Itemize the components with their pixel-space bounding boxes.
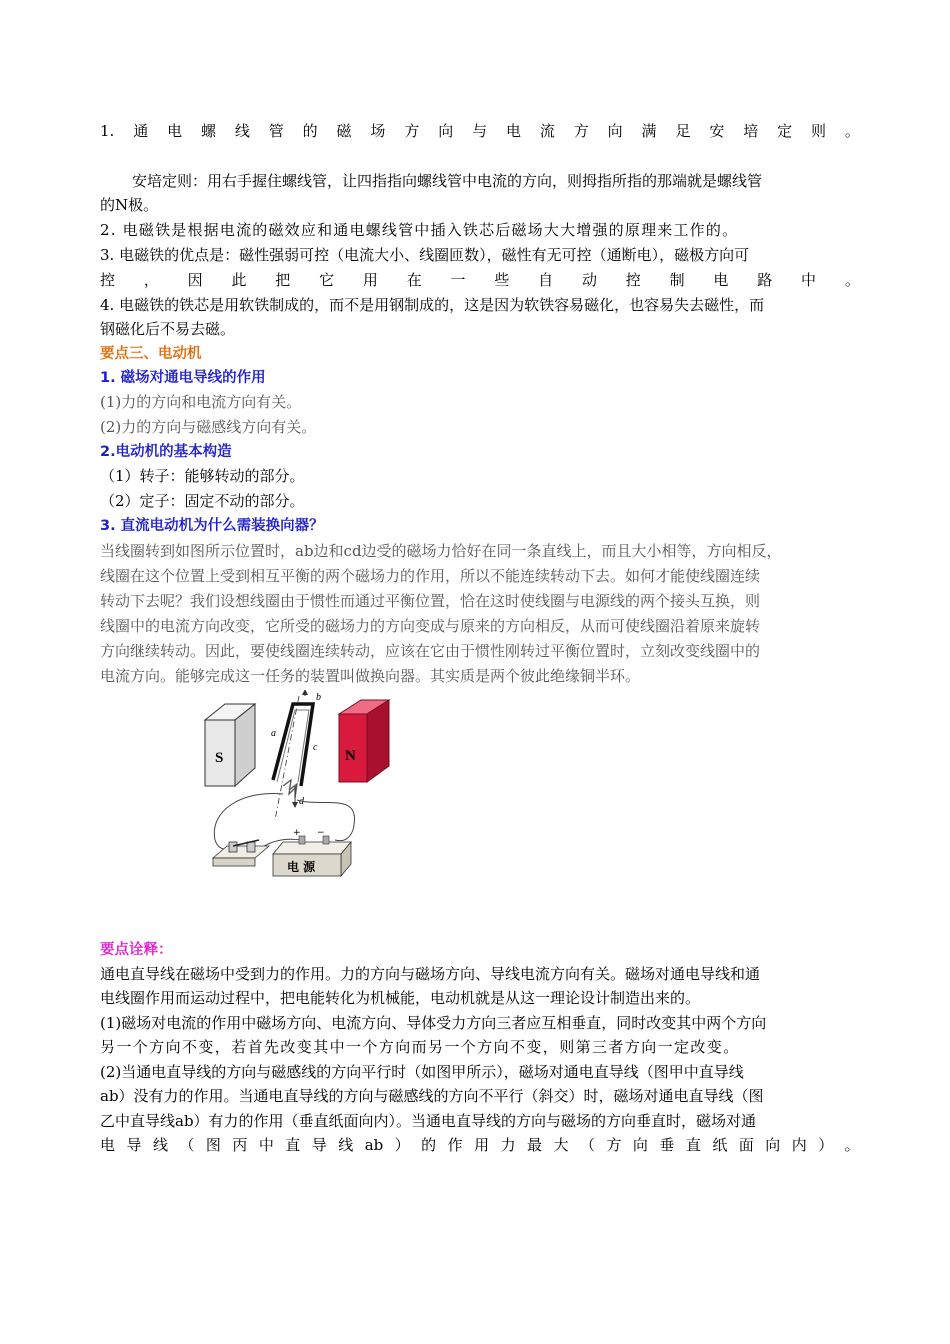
power-source-label: 电 源 bbox=[287, 860, 316, 874]
justified-glyph: 线 bbox=[338, 1136, 354, 1154]
justified-glyph: 磁 bbox=[336, 122, 352, 140]
justified-glyph: 管 bbox=[268, 122, 284, 140]
commutator-line: 线圈在这个位置上受到相互平衡的两个磁场力的作用，所以不能连续转动下去。如何才能使线圈连续 bbox=[100, 567, 761, 585]
s-label: S bbox=[215, 750, 224, 766]
notes-line: 通电直导线在磁场中受到力的作用。力的方向与磁场方向、导线电流方向有关。磁场对通电导线和通 bbox=[100, 965, 761, 983]
justified-glyph: ab bbox=[364, 1136, 384, 1154]
justified-glyph: 用 bbox=[362, 271, 378, 289]
justified-glyph: 控 bbox=[100, 271, 116, 289]
commutator-line: 方向继续转动。因此，要使线圈连续转动，应该在它由于惯性刚转过平衡位置时，立刻改变线圈中的 bbox=[100, 642, 761, 660]
notes-line: 乙中直导线ab）有力的作用（垂直纸面向内）。当通电直导线的方向与磁场的方向垂直时，磁场对通 bbox=[100, 1112, 757, 1130]
item-1-2: (2)力的方向与磁感线方向有关。 bbox=[100, 418, 317, 436]
notes-title: 要点诠释： bbox=[100, 942, 173, 958]
justified-glyph: 线 bbox=[234, 122, 250, 140]
justified-glyph: 满 bbox=[641, 122, 657, 140]
subheading-3: 3. 直流电动机为什么需装换向器？ bbox=[100, 518, 324, 534]
justified-glyph: 向 bbox=[632, 1136, 648, 1154]
n-magnet bbox=[339, 700, 389, 782]
justified-glyph: 大 bbox=[553, 1136, 569, 1154]
notes-line: 另一个方向不变，若首先改变其中一个方向而另一个方向不变，则第三者方向一定改变。 bbox=[100, 1038, 740, 1056]
justified-glyph: 制 bbox=[669, 271, 685, 289]
justified-glyph: 足 bbox=[675, 122, 691, 140]
justified-glyph: 内 bbox=[791, 1136, 807, 1154]
justified-glyph: ， bbox=[143, 271, 159, 289]
justified-glyph: 自 bbox=[538, 271, 554, 289]
justified-glyph: 向 bbox=[438, 122, 454, 140]
justified-glyph: 则 bbox=[811, 122, 827, 140]
point-3-line: 3. 电磁铁的优点是：磁性强弱可控（电流大小、线圈匝数），磁性有无可控（通断电），磁极方向可 bbox=[100, 246, 750, 264]
justified-glyph: 路 bbox=[757, 271, 773, 289]
point-3-cont bbox=[100, 268, 860, 292]
justified-glyph: 直 bbox=[685, 1136, 701, 1154]
item-2-2: （2）定子：固定不动的部分。 bbox=[100, 492, 305, 510]
justified-glyph: 与 bbox=[472, 122, 488, 140]
justified-glyph: 最 bbox=[527, 1136, 543, 1154]
justified-glyph: 动 bbox=[581, 271, 597, 289]
ampere-rule-cont: 的N极。 bbox=[100, 196, 159, 214]
justified-glyph: 向 bbox=[765, 1136, 781, 1154]
justified-glyph: 此 bbox=[231, 271, 247, 289]
justified-glyph: 图 bbox=[205, 1136, 221, 1154]
justified-glyph: （ bbox=[179, 1136, 195, 1154]
label-c: c bbox=[313, 742, 318, 753]
justified-glyph: 场 bbox=[370, 122, 386, 140]
motor-diagram bbox=[203, 690, 393, 880]
justified-glyph: 丙 bbox=[232, 1136, 248, 1154]
justified-glyph: 的 bbox=[421, 1136, 437, 1154]
point-4-cont: 钢磁化后不易去磁。 bbox=[100, 320, 236, 338]
justified-glyph: 直 bbox=[285, 1136, 301, 1154]
justified-glyph: ） bbox=[818, 1136, 834, 1154]
notes-line bbox=[100, 1133, 860, 1157]
justified-glyph: 。 bbox=[844, 271, 860, 289]
justified-glyph: 面 bbox=[738, 1136, 754, 1154]
commutator-line: 当线圈转到如图所示位置时，ab边和cd边受的磁场力恰好在同一条直线上，而且大小相等，方向相反， bbox=[100, 542, 782, 560]
justified-glyph: 一 bbox=[450, 271, 466, 289]
subheading-1: 1. 磁场对通电导线的作用 bbox=[100, 370, 266, 386]
justified-glyph: 安 bbox=[709, 122, 725, 140]
justified-glyph: 的 bbox=[302, 122, 318, 140]
justified-glyph: 把 bbox=[275, 271, 291, 289]
justified-glyph: 些 bbox=[494, 271, 510, 289]
justified-glyph: 导 bbox=[311, 1136, 327, 1154]
label-a: a bbox=[271, 728, 276, 739]
commutator-line: 线圈中的电流方向改变，它所受的磁场力的方向变成与原来的方向相反，从而可使线圈沿着原来旋转 bbox=[100, 617, 761, 635]
s-magnet bbox=[205, 704, 255, 786]
minus-sign: − bbox=[317, 828, 325, 838]
justified-glyph: 培 bbox=[743, 122, 759, 140]
notes-line: 电线圈作用而运动过程中，把电能转化为机械能，电动机就是从这一理论设计制造出来的。 bbox=[100, 989, 701, 1007]
justified-glyph: 方 bbox=[573, 122, 589, 140]
n-label: N bbox=[345, 748, 356, 764]
notes-line: (1)磁场对电流的作用中磁场方向、电流方向、导体受力方向三者应互相垂直，同时改变其中两个方向 bbox=[100, 1014, 767, 1032]
justified-glyph: 定 bbox=[777, 122, 793, 140]
justified-glyph: 因 bbox=[187, 271, 203, 289]
justified-glyph: 纸 bbox=[712, 1136, 728, 1154]
justified-glyph: 电 bbox=[713, 271, 729, 289]
justified-glyph: 控 bbox=[625, 271, 641, 289]
justified-glyph: 通 bbox=[133, 122, 149, 140]
item-1-1: (1)力的方向和电流方向有关。 bbox=[100, 393, 302, 411]
subheading-2: 2.电动机的基本构造 bbox=[100, 444, 232, 460]
wire-right bbox=[297, 800, 355, 841]
justified-glyph: 力 bbox=[500, 1136, 516, 1154]
switch bbox=[213, 840, 269, 866]
justified-glyph: 方 bbox=[404, 122, 420, 140]
justified-glyph: 流 bbox=[539, 122, 555, 140]
justified-glyph: 线 bbox=[152, 1136, 168, 1154]
justified-glyph: ） bbox=[394, 1136, 410, 1154]
section-3-title: 要点三、电动机 bbox=[100, 346, 202, 362]
point-2-line: 2. 电磁铁是根据电流的磁效应和通电螺线管中插入铁芯后磁场大大增强的原理来工作的。 bbox=[100, 221, 739, 239]
power-source bbox=[273, 828, 351, 876]
point-4-line: 4. 电磁铁的铁芯是用软铁制成的，而不是用钢制成的，这是因为软铁容易磁化，也容易失去磁性，而 bbox=[100, 296, 765, 314]
justified-glyph: 螺 bbox=[200, 122, 216, 140]
justified-glyph: 中 bbox=[801, 271, 817, 289]
justified-glyph: 它 bbox=[319, 271, 335, 289]
justified-glyph: 方 bbox=[606, 1136, 622, 1154]
justified-glyph: 导 bbox=[126, 1136, 142, 1154]
justified-glyph: 在 bbox=[406, 271, 422, 289]
justified-glyph: 作 bbox=[447, 1136, 463, 1154]
justified-glyph: 1. bbox=[100, 122, 115, 140]
label-d: d bbox=[299, 796, 304, 807]
notes-line: (2)当通电直导线的方向与磁感线的方向平行时（如图甲所示），磁场对通电直导线（图甲中直导线 bbox=[100, 1063, 744, 1081]
notes-line: ab）没有力的作用。当通电直导线的方向与磁感线的方向不平行（斜交）时，磁场对通电直导线（图 bbox=[100, 1087, 764, 1105]
justified-glyph: 电 bbox=[100, 1136, 116, 1154]
justified-glyph: 用 bbox=[474, 1136, 490, 1154]
justified-glyph: （ bbox=[579, 1136, 595, 1154]
justified-glyph: 。 bbox=[844, 1136, 860, 1154]
justified-glyph: 中 bbox=[258, 1136, 274, 1154]
justified-glyph: 。 bbox=[844, 122, 860, 140]
commutator-line: 转动下去呢？我们设想线圈由于惯性而通过平衡位置，恰在这时使线圈与电源线的两个接头互换，则 bbox=[100, 592, 761, 610]
justified-glyph: 向 bbox=[607, 122, 623, 140]
justified-glyph: 电 bbox=[505, 122, 521, 140]
justified-glyph: 垂 bbox=[659, 1136, 675, 1154]
item-2-1: （1）转子：能够转动的部分。 bbox=[100, 467, 305, 485]
justified-glyph: 电 bbox=[167, 122, 183, 140]
ampere-rule-line: 安培定则：用右手握住螺线管，让四指指向螺线管中电流的方向，则拇指所指的那端就是螺线管 bbox=[132, 172, 763, 190]
commutator-line: 电流方向。能够完成这一任务的装置叫做换向器。其实质是两个彼此绝缘铜半环。 bbox=[100, 667, 641, 685]
plus-sign: + bbox=[293, 828, 301, 838]
point-1-line bbox=[100, 119, 860, 143]
coil bbox=[273, 690, 313, 808]
wire-left bbox=[214, 793, 283, 849]
label-b: b bbox=[316, 692, 321, 703]
